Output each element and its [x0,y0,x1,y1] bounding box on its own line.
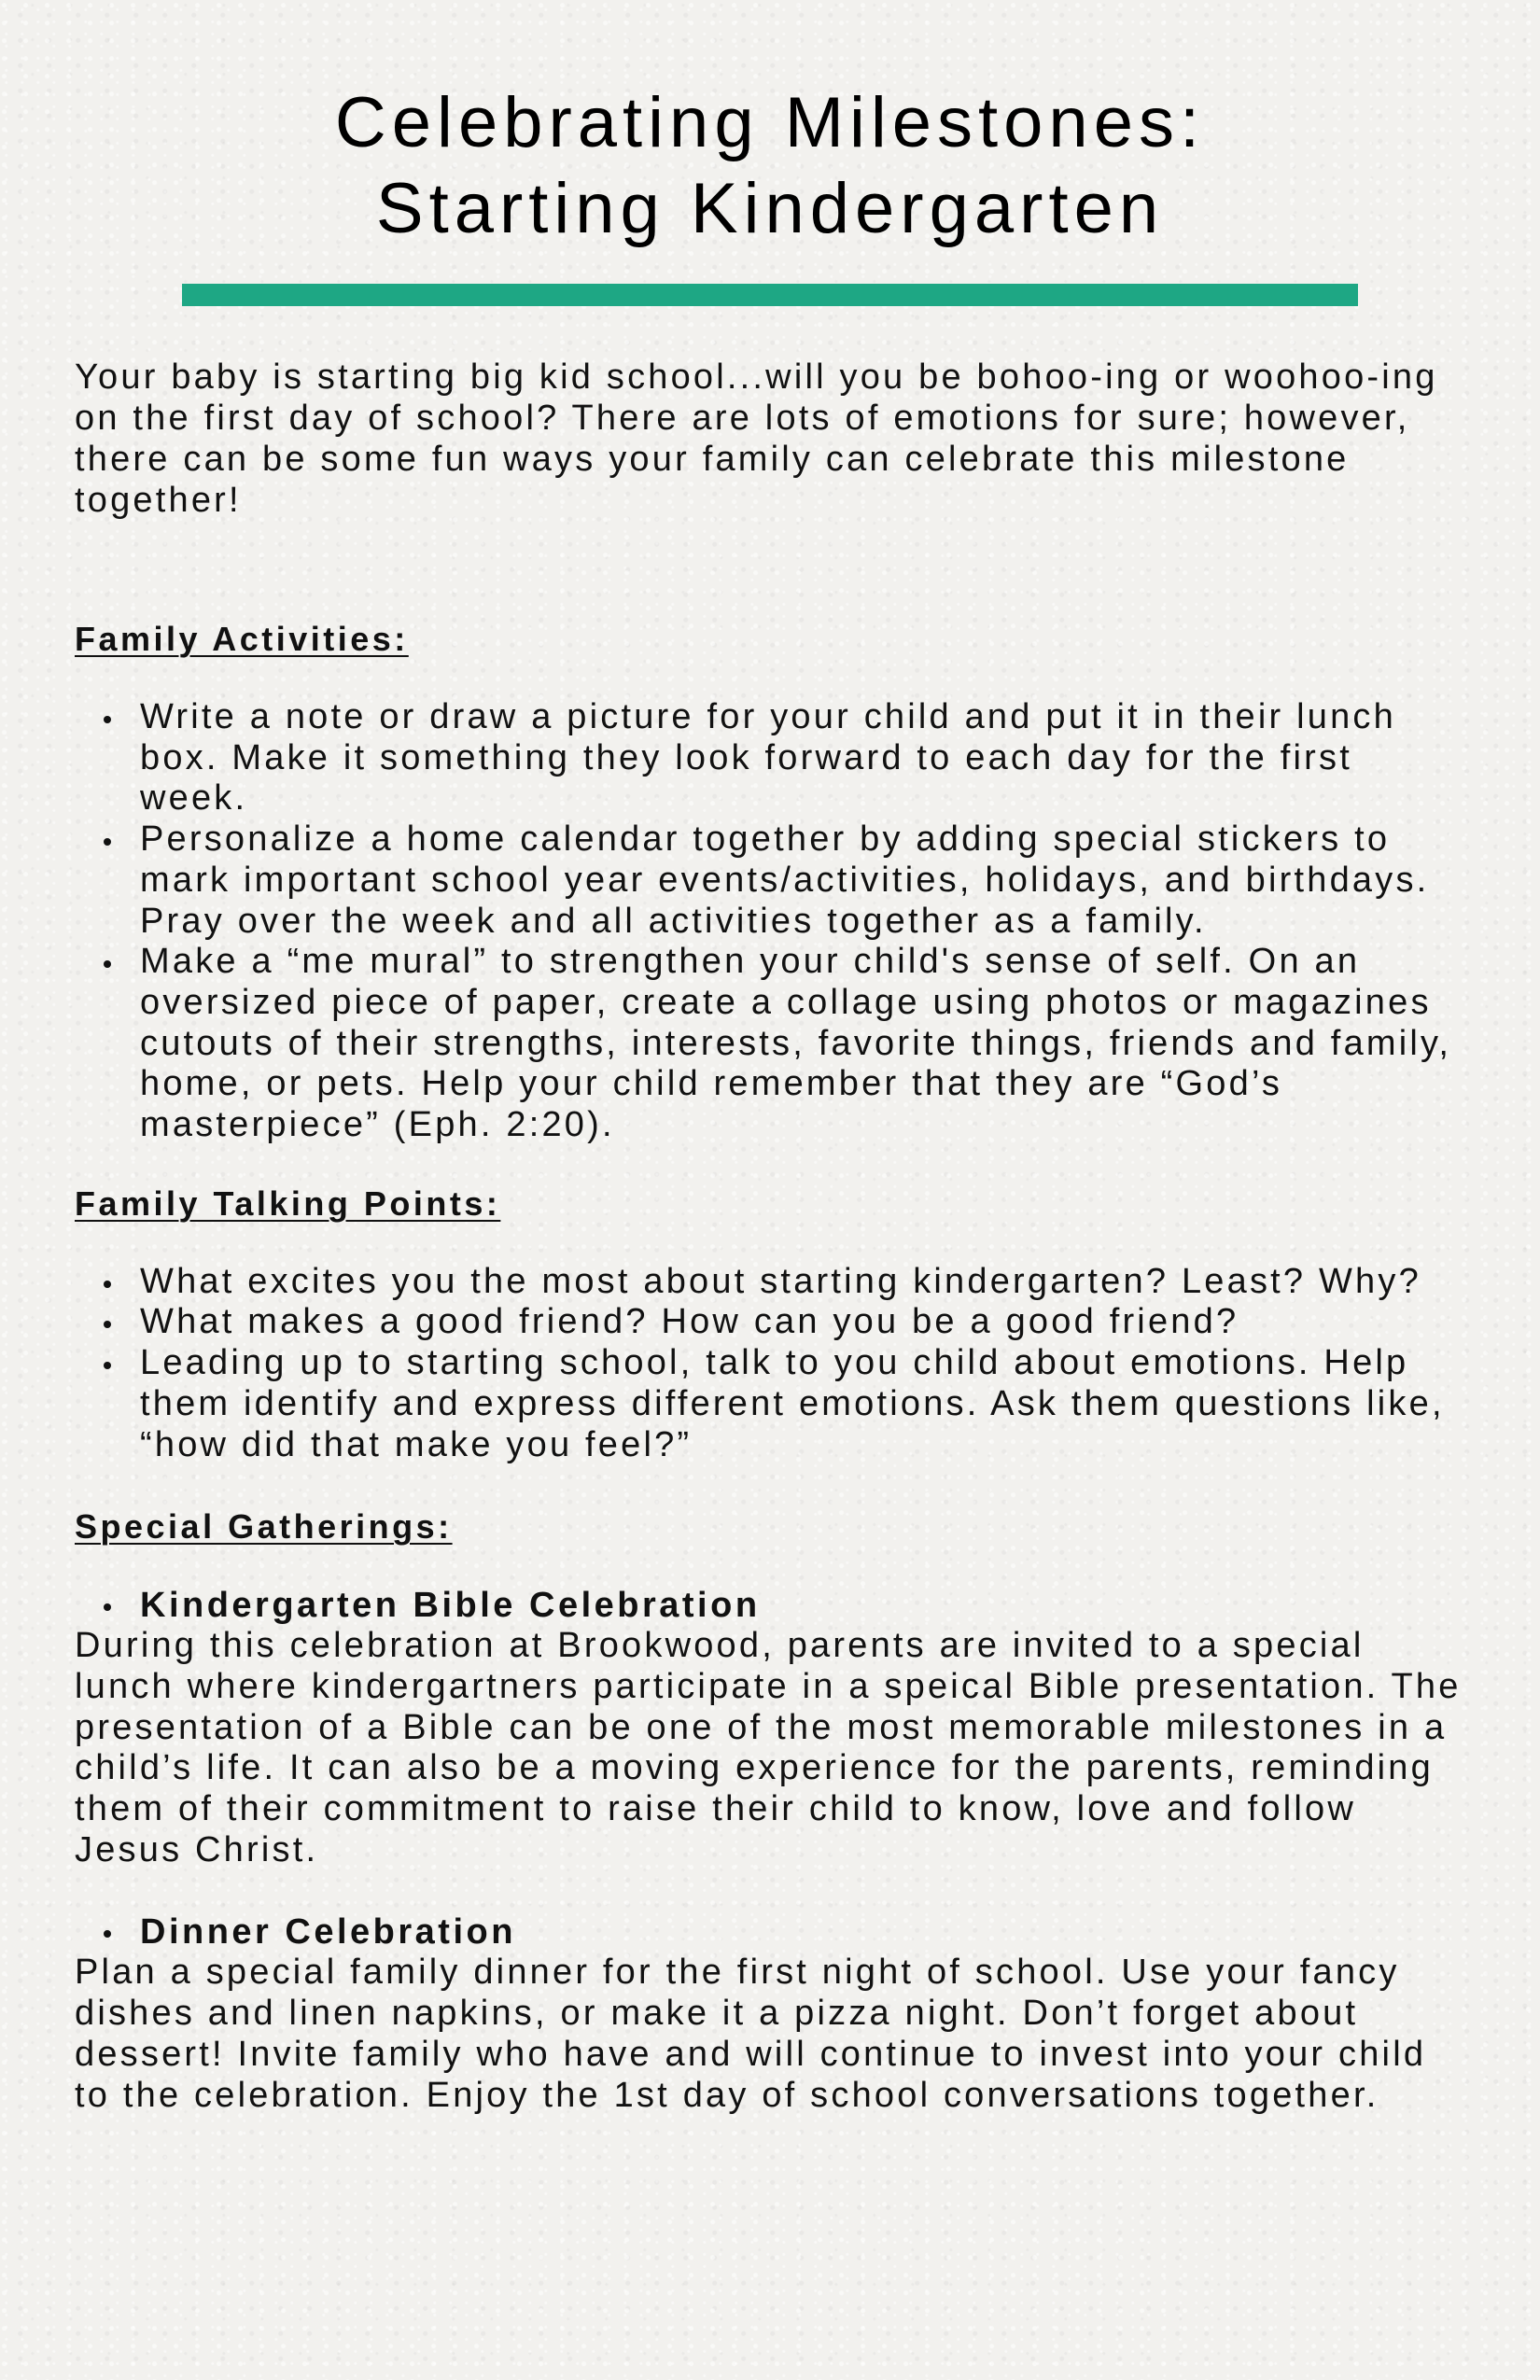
special-gatherings-heading: Special Gatherings: [75,1507,453,1547]
page-title [75,0,1465,252]
list-item-text: Leading up to starting school, talk to you child about emotions. Help them identify and express different emotions. Ask them questions like, “how did that make you feel?” [140,1343,1445,1464]
bullet-icon [104,1603,111,1611]
title-line-2: Starting Kindergarten [375,169,1165,248]
gathering-title-text: Dinner Celebration [140,1912,516,1953]
family-talking-points-heading: Family Talking Points: [75,1183,501,1223]
bullet-icon [104,1930,111,1938]
list-item [75,942,1465,1146]
title-accent-bar [182,284,1358,306]
gathering-description: Plan a special family dinner for the first night of school. Use your fancy dishes and linen napkins, or make it a pizza night. Don’t forget about dessert! Invite family who have and will continue to invest into your child to the celebration. Enjoy the 1st day of school conversations together. [75,1953,1427,2115]
gathering-dinner-celebration [75,1911,1465,2116]
gathering-title [75,1585,1465,1626]
gathering-description: During this celebration at Brookwood, parents are invited to a special lunch where kindergartners participate in a speical Bible presentation. The presentation of a Bible can be one of the most memorable milestones in a child’s life. It can also be a moving experience for the parents, reminding them of their commitment to raise their child to know, love and follow Jesus Christ. [75,1626,1462,1869]
list-item-text: Personalize a home calendar together by adding special stickers to mark important school year events/activities, holidays, and birthdays. Pray over the week and all activities together as a family. [140,819,1430,941]
bullet-icon [104,1321,111,1328]
list-item [75,1262,1465,1303]
list-item [75,1343,1465,1465]
gathering-title-text: Kindergarten Bible Celebration [140,1586,761,1626]
list-item [75,1302,1465,1343]
bullet-icon [104,838,111,846]
bullet-icon [104,716,111,723]
intro-paragraph: Your baby is starting big kid school...will you be bohoo-ing or woohoo-ing on the first day of school? There are lots of emotions for sure; however, there can be some fun ways your family can celebrate this milestone together! [75,357,1438,520]
family-talking-points-list [75,1262,1465,1466]
family-activities-heading: Family Activities: [75,620,409,658]
list-item [75,697,1465,819]
list-item-text: What excites you the most about starting kindergarten? Least? Why? [140,1261,1421,1301]
gathering-title [75,1911,1465,1953]
bullet-icon [104,1281,111,1288]
bullet-icon [104,960,111,968]
list-item [75,819,1465,942]
bullet-icon [104,1362,111,1369]
list-item-text: What makes a good friend? How can you be a good friend? [140,1302,1239,1342]
gathering-bible-celebration [75,1585,1465,1870]
family-activities-list [75,697,1465,1146]
title-line-1: Celebrating Milestones: [334,83,1206,162]
list-item-text: Make a “me mural” to strengthen your child's sense of self. On an oversized piece of paper, create a collage using photos or magazines cutouts of their strengths, interests, favorite things, friends and family, home, or pets. Help your child remember that they are “God’s masterpiece” (Eph. 2:20). [140,942,1452,1145]
list-item-text: Write a note or draw a picture for your child and put it in their lunch box. Make it something they look forward to each day for the first week. [140,697,1396,819]
